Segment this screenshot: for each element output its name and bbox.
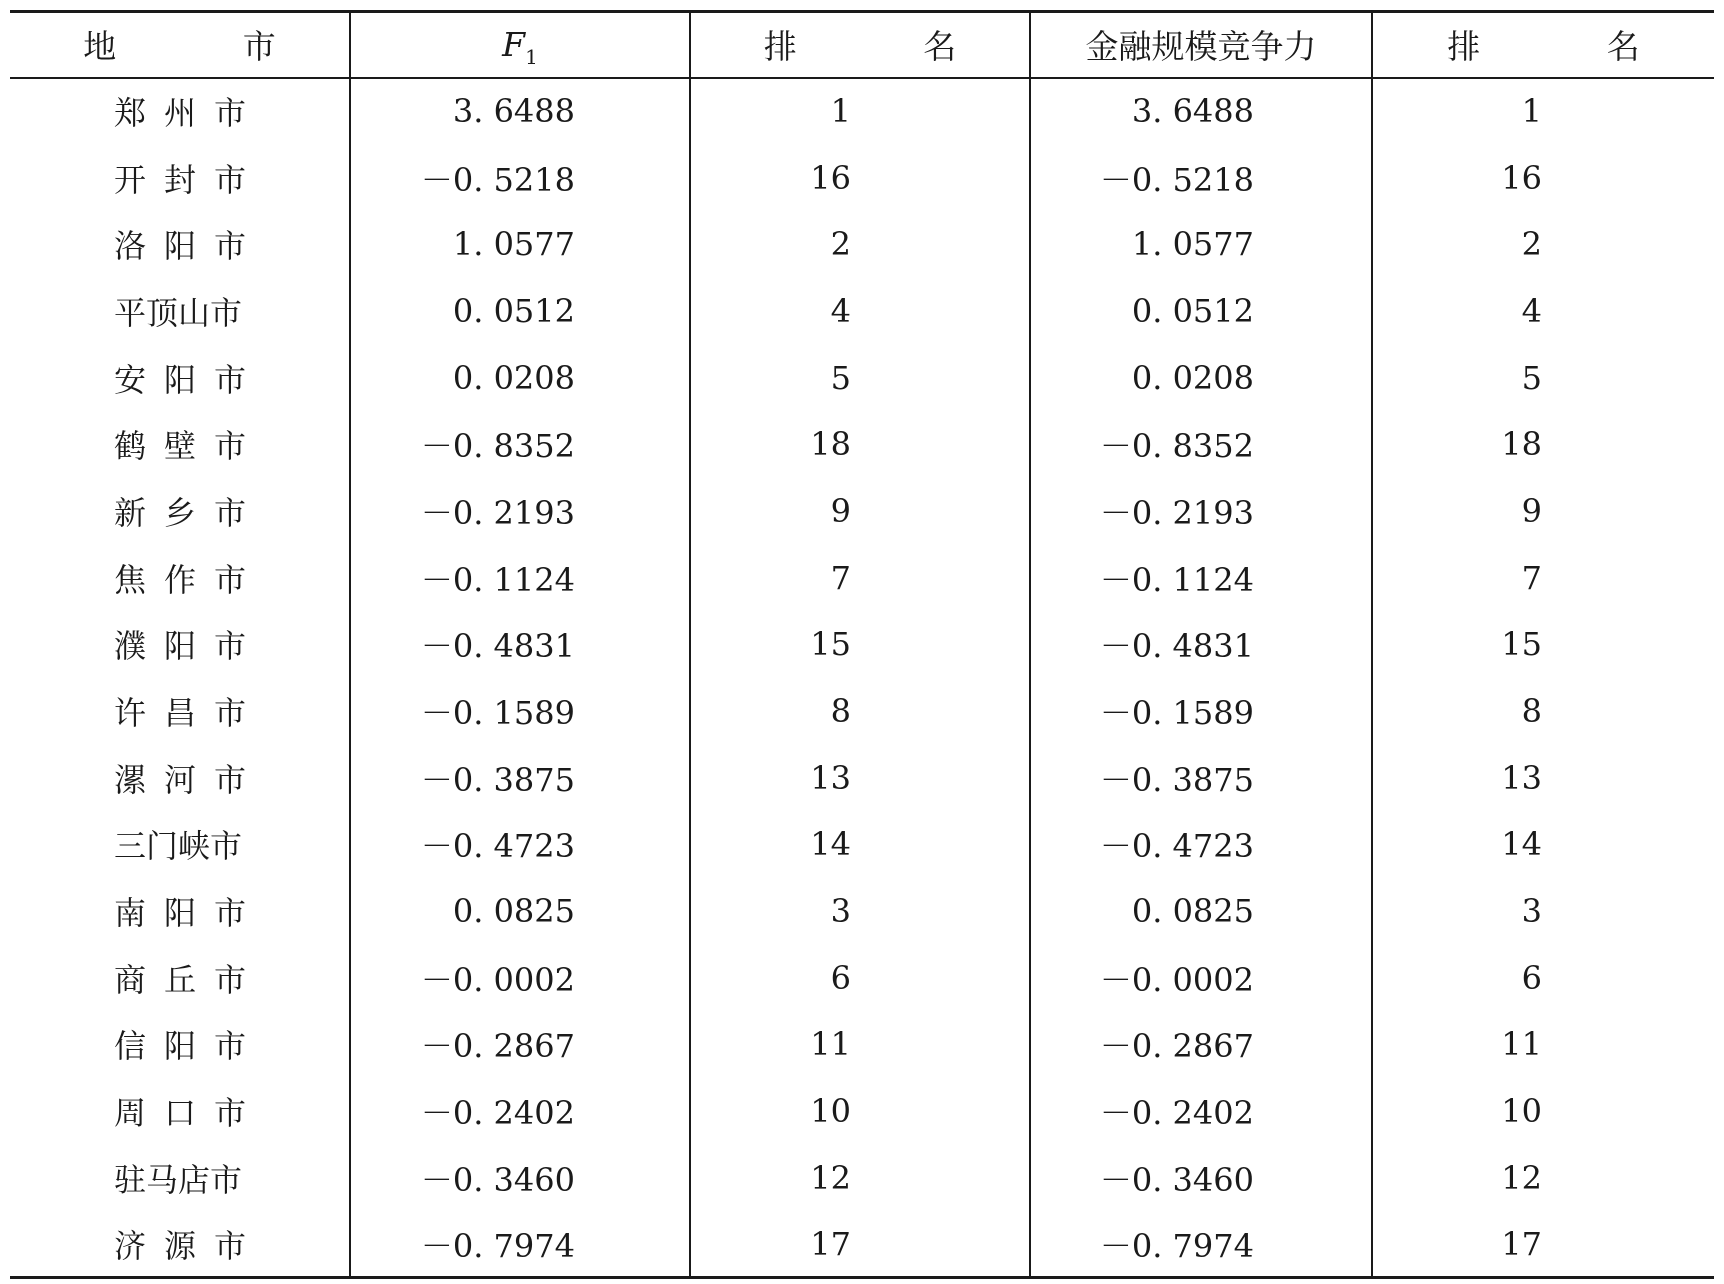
header-finance-scale: 金融规模竞争力 (1030, 12, 1372, 78)
cell-city: 郑州市 (114, 94, 265, 133)
table-row (10, 611, 1714, 678)
table-row (10, 878, 1714, 945)
cell-finance-scale: －0. 7974 (1030, 1211, 1372, 1278)
table-row (10, 278, 1714, 345)
table-row (10, 144, 1714, 211)
cell-rank-1: 7 (690, 544, 1030, 611)
cell-city: 周口市 (114, 1094, 265, 1133)
cell-rank-1: 14 (690, 811, 1030, 878)
cell-f1: －0. 3875 (350, 744, 690, 811)
cell-rank-2: 13 (1372, 744, 1714, 811)
cell-rank-2: 15 (1372, 611, 1714, 678)
cell-rank-1: 5 (690, 344, 1030, 411)
cell-finance-scale: 0. 0208 (1030, 344, 1372, 411)
cell-finance-scale: －0. 0002 (1030, 944, 1372, 1011)
table-row (10, 544, 1714, 611)
cell-f1: －0. 1589 (350, 678, 690, 745)
cell-finance-scale: －0. 5218 (1030, 144, 1372, 211)
table-row (10, 344, 1714, 411)
cell-rank-1: 18 (690, 411, 1030, 478)
cell-rank-1: 10 (690, 1078, 1030, 1145)
cell-finance-scale: －0. 1589 (1030, 678, 1372, 745)
cell-city: 新乡市 (114, 493, 265, 532)
cell-f1: 0. 0512 (350, 278, 690, 345)
cell-rank-1: 12 (690, 1145, 1030, 1212)
cell-rank-1: 2 (690, 211, 1030, 278)
cell-rank-1: 15 (690, 611, 1030, 678)
table-row (10, 478, 1714, 545)
cell-rank-2: 5 (1372, 344, 1714, 411)
cell-f1: －0. 8352 (350, 411, 690, 478)
header-rank-1: 排 名 (690, 12, 1030, 78)
cell-f1: 0. 0208 (350, 344, 690, 411)
cell-city: 鹤壁市 (114, 427, 265, 466)
cell-rank-2: 10 (1372, 1078, 1714, 1145)
header-f1 (350, 12, 690, 78)
cell-rank-2: 1 (1372, 78, 1714, 145)
table-row (10, 1145, 1714, 1212)
table-row (10, 678, 1714, 745)
cell-f1: －0. 2867 (350, 1011, 690, 1078)
finance-scale-ranking-table (10, 10, 1714, 1279)
cell-f1: －0. 3460 (350, 1145, 690, 1212)
cell-f1: －0. 5218 (350, 144, 690, 211)
cell-f1: －0. 4723 (350, 811, 690, 878)
cell-rank-2: 2 (1372, 211, 1714, 278)
cell-finance-scale: －0. 4723 (1030, 811, 1372, 878)
cell-rank-1: 16 (690, 144, 1030, 211)
cell-finance-scale: 1. 0577 (1030, 211, 1372, 278)
cell-f1: －0. 1124 (350, 544, 690, 611)
header-row (10, 12, 1714, 78)
cell-rank-2: 9 (1372, 478, 1714, 545)
cell-rank-1: 9 (690, 478, 1030, 545)
cell-f1: 0. 0825 (350, 878, 690, 945)
cell-rank-2: 4 (1372, 278, 1714, 345)
cell-rank-2: 6 (1372, 944, 1714, 1011)
table-row (10, 78, 1714, 145)
cell-finance-scale: 0. 0825 (1030, 878, 1372, 945)
cell-city: 驻马店市 (114, 1160, 243, 1199)
cell-city: 信阳市 (114, 1027, 265, 1066)
table-row (10, 411, 1714, 478)
table-row (10, 744, 1714, 811)
table-row (10, 211, 1714, 278)
cell-finance-scale: 3. 6488 (1030, 78, 1372, 145)
header-f1-letter: F (502, 25, 526, 65)
cell-rank-1: 4 (690, 278, 1030, 345)
cell-finance-scale: －0. 3875 (1030, 744, 1372, 811)
cell-city: 濮阳市 (114, 627, 265, 666)
cell-f1: －0. 0002 (350, 944, 690, 1011)
cell-f1: 1. 0577 (350, 211, 690, 278)
cell-rank-2: 17 (1372, 1211, 1714, 1278)
cell-finance-scale: －0. 1124 (1030, 544, 1372, 611)
cell-city: 漯河市 (114, 760, 265, 799)
cell-city: 洛阳市 (114, 227, 265, 266)
cell-finance-scale: －0. 8352 (1030, 411, 1372, 478)
header-f1-subscript: 1 (525, 45, 538, 70)
cell-city: 焦作市 (114, 560, 265, 599)
cell-finance-scale: －0. 2867 (1030, 1011, 1372, 1078)
cell-rank-1: 13 (690, 744, 1030, 811)
cell-rank-1: 3 (690, 878, 1030, 945)
cell-finance-scale: －0. 2193 (1030, 478, 1372, 545)
cell-city: 商丘市 (114, 960, 265, 999)
cell-city: 平顶山市 (114, 293, 243, 332)
cell-city: 济源市 (10, 1211, 350, 1278)
cell-rank-2: 12 (1372, 1145, 1714, 1212)
cell-city: 许昌市 (114, 694, 265, 733)
table-row (10, 1211, 1714, 1278)
cell-finance-scale: －0. 2402 (1030, 1078, 1372, 1145)
cell-rank-2: 3 (1372, 878, 1714, 945)
table-body (10, 78, 1714, 1278)
table-row (10, 1078, 1714, 1145)
cell-finance-scale: 0. 0512 (1030, 278, 1372, 345)
cell-city: 安阳市 (114, 360, 265, 399)
cell-f1: －0. 2402 (350, 1078, 690, 1145)
cell-rank-2: 18 (1372, 411, 1714, 478)
cell-f1: 3. 6488 (350, 78, 690, 145)
header-city: 地 市 (10, 12, 350, 78)
table-row (10, 1011, 1714, 1078)
cell-rank-2: 11 (1372, 1011, 1714, 1078)
cell-rank-2: 16 (1372, 144, 1714, 211)
cell-rank-1: 1 (690, 78, 1030, 145)
cell-rank-2: 7 (1372, 544, 1714, 611)
header-rank-2: 排 名 (1372, 12, 1714, 78)
cell-finance-scale: －0. 3460 (1030, 1145, 1372, 1212)
cell-city: 开封市 (114, 160, 265, 199)
cell-rank-1: 17 (690, 1211, 1030, 1278)
table-row (10, 811, 1714, 878)
table-header (10, 12, 1714, 78)
cell-rank-1: 8 (690, 678, 1030, 745)
cell-f1: －0. 4831 (350, 611, 690, 678)
cell-city: 南阳市 (114, 894, 265, 933)
table-row (10, 944, 1714, 1011)
cell-f1: －0. 7974 (350, 1211, 690, 1278)
cell-rank-1: 11 (690, 1011, 1030, 1078)
cell-rank-1: 6 (690, 944, 1030, 1011)
cell-city: 三门峡市 (114, 827, 243, 866)
ranking-table-container (10, 10, 1714, 1279)
cell-finance-scale: －0. 4831 (1030, 611, 1372, 678)
cell-f1: －0. 2193 (350, 478, 690, 545)
cell-rank-2: 8 (1372, 678, 1714, 745)
cell-rank-2: 14 (1372, 811, 1714, 878)
